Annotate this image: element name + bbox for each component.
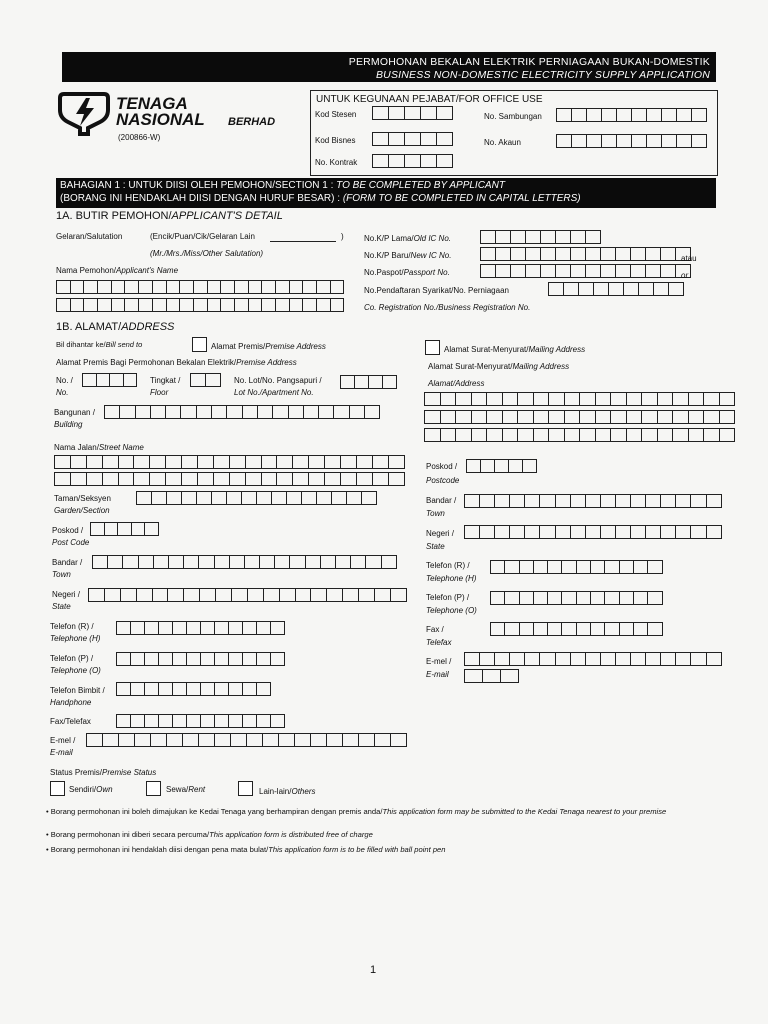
page-number: 1 <box>370 964 377 976</box>
company-reg-boxes[interactable] <box>548 282 684 296</box>
mail-postcode-label: Poskod / <box>426 462 458 471</box>
mail-tel-home-label-en: Telephone (H) <box>426 574 477 583</box>
street-row2[interactable] <box>54 472 405 486</box>
mail-town-label-en: Town <box>426 509 445 518</box>
building-boxes[interactable] <box>104 405 380 419</box>
garden-label-en: Garden/Section <box>54 506 110 515</box>
postcode-label: Poskod / <box>52 526 84 535</box>
mail-tel-home-label: Telefon (R) / <box>426 561 470 570</box>
status-rent-checkbox[interactable] <box>146 781 161 796</box>
company-reg-label: No.Pendaftaran Syarikat/No. Perniagaan <box>364 286 509 295</box>
garden-label: Taman/Seksyen <box>54 494 111 503</box>
building-label: Bangunan / <box>54 408 95 417</box>
no-sambungan-label: No. Sambungan <box>484 112 542 121</box>
no-kontrak-boxes[interactable] <box>372 154 453 168</box>
or-label: or <box>681 271 689 280</box>
mail-email-row2[interactable] <box>464 669 519 683</box>
salutation-options-en: (Mr./Mrs./Miss/Other Salutation) <box>150 249 264 258</box>
building-label-en: Building <box>54 420 83 429</box>
postcode-label-en: Post Code <box>52 538 90 547</box>
old-ic-boxes[interactable] <box>480 230 601 244</box>
bill-premise-label: Alamat Premis/Premise Address <box>211 342 326 351</box>
mail-town-boxes[interactable] <box>464 494 722 508</box>
form-title-banner <box>62 52 716 82</box>
applicant-name-row2[interactable] <box>56 298 344 312</box>
note-3: • Borang permohonan ini hendaklah diisi dengan pena mata bulat/This application form is to be filled with ball point pen <box>46 845 446 854</box>
handphone-label: Telefon Bimbit / <box>50 686 105 695</box>
company-reg-no: (200866-W) <box>118 133 161 142</box>
email-label-en: E-mail <box>50 748 73 757</box>
street-row1[interactable] <box>54 455 405 469</box>
mail-email-row1[interactable] <box>464 652 722 666</box>
applicant-name-row1[interactable] <box>56 280 344 294</box>
tel-home-boxes[interactable] <box>116 621 285 635</box>
floor-label: Tingkat / <box>150 376 181 385</box>
office-use-title: UNTUK KEGUNAAN PEJABAT/FOR OFFICE USE <box>316 94 543 105</box>
no-akaun-boxes[interactable] <box>556 134 707 148</box>
old-ic-label: No.K/P Lama/Old IC No. <box>364 234 451 243</box>
bill-send-to-label: Bil dihantar ke/Bill send to <box>56 340 143 349</box>
salutation-label: Gelaran/Salutation <box>56 232 123 241</box>
section1-line1-ms: BAHAGIAN 1 : UNTUK DIISI OLEH PEMOHON/SECTION 1 : <box>60 180 337 191</box>
mail-town-label: Bandar / <box>426 496 457 505</box>
form-title-en: BUSINESS NON-DOMESTIC ELECTRICITY SUPPLY APPLICATION <box>375 69 710 81</box>
kod-stesen-boxes[interactable] <box>372 106 453 120</box>
tel-home-label-en: Telephone (H) <box>50 634 101 643</box>
mail-postcode-boxes[interactable] <box>466 459 537 473</box>
section-1b-heading: 1B. ALAMAT/ADDRESS <box>56 321 175 333</box>
mail-tel-office-label: Telefon (P) / <box>426 593 470 602</box>
new-ic-boxes[interactable] <box>480 247 691 261</box>
kod-bisnes-label: Kod Bisnes <box>315 136 356 145</box>
status-other-label: Lain-lain/Others <box>259 787 316 796</box>
mailing-address-label: Alamat/Address <box>428 379 485 388</box>
kod-bisnes-boxes[interactable] <box>372 132 453 146</box>
salutation-options: (Encik/Puan/Cik/Gelaran Lain <box>150 232 255 241</box>
passport-boxes[interactable] <box>480 264 691 278</box>
kod-stesen-label: Kod Stesen <box>315 110 357 119</box>
atau-label: atau <box>681 254 697 263</box>
logo-line3: BERHAD <box>228 116 276 128</box>
state-label: Negeri / <box>52 590 81 599</box>
note-1: • Borang permohonan ini boleh dimajukan ke Kedai Tenaga yang berhampiran dengan premis anda/This application form may be submitted to the Kedai Tenaga nearest to your premise <box>46 807 667 816</box>
street-label: Nama Jalan/Street Name <box>54 443 144 452</box>
mailing-address-row1[interactable] <box>424 392 735 406</box>
no-akaun-label: No. Akaun <box>484 138 521 147</box>
logo-line2: NASIONAL <box>116 110 205 129</box>
mail-tel-home-boxes[interactable] <box>490 560 663 574</box>
tel-office-boxes[interactable] <box>116 652 285 666</box>
status-rent-label: Sewa/Rent <box>166 785 206 794</box>
section1-banner <box>56 178 716 208</box>
state-label-en: State <box>52 602 71 611</box>
lot-label-en: Lot No./Apartment No. <box>234 388 314 397</box>
fax-boxes[interactable] <box>116 714 285 728</box>
no-label-en: No. <box>56 388 69 397</box>
mail-email-label: E-mel / <box>426 657 452 666</box>
mail-tel-office-label-en: Telephone (O) <box>426 606 477 615</box>
mail-fax-label: Fax / <box>426 625 444 634</box>
passport-label: No.Paspot/Passport No. <box>364 268 450 277</box>
no-label: No. / <box>56 376 73 385</box>
handphone-label-en: Handphone <box>50 698 92 707</box>
section-1a-heading: 1A. BUTIR PEMOHON/APPLICANT'S DETAIL <box>56 210 283 222</box>
lot-label: No. Lot/No. Pangsapuri / <box>234 376 322 385</box>
floor-boxes[interactable] <box>190 373 221 387</box>
lot-boxes[interactable] <box>340 375 397 389</box>
town-label: Bandar / <box>52 558 83 567</box>
company-reg-label-en: Co. Registration No./Business Registration No. <box>364 303 531 312</box>
no-kontrak-label: No. Kontrak <box>315 158 358 167</box>
new-ic-label: No.K/P Baru/New IC No. <box>364 251 452 260</box>
garden-boxes[interactable] <box>136 491 377 505</box>
section1-line2-en: (FORM TO BE COMPLETED IN CAPITAL LETTERS) <box>342 193 581 204</box>
email-boxes[interactable] <box>86 733 407 747</box>
mailing-address-row2[interactable] <box>424 410 735 424</box>
bill-mailing-label: Alamat Surat-Menyurat/Mailing Address <box>444 345 586 354</box>
status-own-checkbox[interactable] <box>50 781 65 796</box>
town-label-en: Town <box>52 570 71 579</box>
house-no-boxes[interactable] <box>82 373 137 387</box>
mail-email-label-en: E-mail <box>426 670 449 679</box>
mailing-address-heading: Alamat Surat-Menyurat/Mailing Address <box>428 362 570 371</box>
state-boxes[interactable] <box>88 588 407 602</box>
mailing-address-row3[interactable] <box>424 428 735 442</box>
floor-label-en: Floor <box>150 388 169 397</box>
tnb-logo-icon <box>56 88 112 136</box>
no-sambungan-boxes[interactable] <box>556 108 707 122</box>
salutation-close: ) <box>341 232 344 241</box>
fax-label: Fax/Telefax <box>50 717 91 726</box>
applicant-name-label: Nama Pemohon/Applicant's Name <box>56 266 179 275</box>
section1-line2-ms: (BORANG INI HENDAKLAH DIISI DENGAN HURUF BESAR) : <box>60 193 343 204</box>
mail-fax-label-en: Telefax <box>426 638 452 647</box>
tel-home-label: Telefon (R) / <box>50 622 94 631</box>
bill-mailing-checkbox[interactable] <box>425 340 440 355</box>
mail-tel-office-boxes[interactable] <box>490 591 663 605</box>
salutation-other-line[interactable] <box>270 241 336 242</box>
form-title-ms: PERMOHONAN BEKALAN ELEKTRIK PERNIAGAAN BUKAN-DOMESTIK <box>348 56 710 68</box>
note-2: • Borang permohonan ini diberi secara percuma/This application form is distributed free of charge <box>46 830 373 839</box>
handphone-boxes[interactable] <box>116 682 271 696</box>
mail-state-label-en: State <box>426 542 445 551</box>
section1-line1-en: TO BE COMPLETED BY APPLICANT <box>336 180 505 191</box>
town-boxes[interactable] <box>92 555 397 569</box>
premise-address-heading: Alamat Premis Bagi Permohonan Bekalan Elektrik/Premise Address <box>56 358 297 367</box>
mail-postcode-label-en: Postcode <box>426 476 460 485</box>
mail-fax-boxes[interactable] <box>490 622 663 636</box>
logo-line1: TENAGA <box>116 94 188 113</box>
status-own-label: Sendiri/Own <box>69 785 113 794</box>
bill-premise-checkbox[interactable] <box>192 337 207 352</box>
postcode-boxes[interactable] <box>90 522 159 536</box>
status-other-checkbox[interactable] <box>238 781 253 796</box>
mail-state-label: Negeri / <box>426 529 455 538</box>
tel-office-label-en: Telephone (O) <box>50 666 101 675</box>
tel-office-label: Telefon (P) / <box>50 654 94 663</box>
mail-state-boxes[interactable] <box>464 525 722 539</box>
premise-status-label: Status Premis/Premise Status <box>50 768 157 777</box>
email-label: E-mel / <box>50 736 76 745</box>
